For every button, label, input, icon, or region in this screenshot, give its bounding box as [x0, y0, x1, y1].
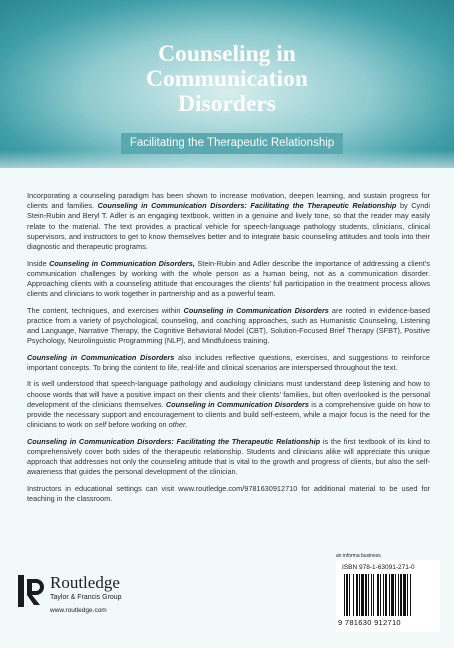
barcode-digits: 9 781630 912710 — [338, 618, 401, 627]
paragraph-text-run: Stein-Rubin and Adler describe the importance of addressing a client’s communication challenges by working with the whole person as a human being, not as a communication disorder. Approaching clients with a counseling attitude that encourages the clients’ full participation in the treatment process allows clients and clinicians to work together in partnership and as a powerful team. — [27, 258, 430, 299]
body-paragraph — [27, 306, 430, 347]
isbn-label: ISBN 978-1-63091-271-0 — [342, 564, 415, 571]
paragraph-text-run: are rooted in evidence-based practice from a variety of psychological, counseling, and coaching approaches, such as Humanistic Counseling, Listening and Language, Narrative Therapy, the Cognitive Behavioral Model (CBT), Solution-Focused Brief Therapy (SFBT), Positive Psychology, Neurolinguistic Programming (NLP), and Mindfulness training. — [27, 305, 431, 346]
paragraph-text-run: It is well understood that speech-language pathology and audiology clinicians must understand deep listening and how to choose words that will have a positive impact on their clients and their clients’ families, but often overlooked is the personal development of the clinicians themselves. — [27, 379, 430, 409]
publisher-group: Taylor & Francis Group — [50, 594, 122, 601]
paragraph-text-run: Incorporating a counseling paradigm has been shown to increase motivation, deepen learning, and sustain progress for clients and families. — [27, 191, 430, 211]
title-line-3: Disorders — [178, 91, 276, 117]
isbn-barcode — [336, 560, 440, 632]
body-paragraph — [27, 379, 430, 430]
header-fade — [0, 150, 454, 180]
paragraph-text-run: Instructors in educational settings can visit www.routledge.com/9781630912710 for additional material to be used for teaching in the classroom. — [27, 483, 430, 504]
paragraph-text-run: Counseling in Communication Disorders — [27, 352, 175, 362]
body-paragraph — [27, 259, 430, 300]
book-title — [0, 42, 454, 117]
barcode-icon — [342, 574, 434, 618]
paragraph-text-run: The content, techniques, and exercises within — [27, 305, 184, 315]
description-body — [27, 191, 430, 511]
publisher-name: Routledge — [50, 573, 120, 592]
publisher-url: www.routledge.com — [50, 607, 107, 614]
paragraph-text-run: before working on — [106, 420, 169, 430]
title-line-1: Counseling in — [158, 41, 296, 67]
book-subtitle: Facilitating the Therapeutic Relationship — [121, 133, 343, 154]
paragraph-text-run: is the first textbook of its kind to comprehensively cover both sides of the therapeutic relationship. Students and clinicians alike will appreciate this unique approach that addresses not only the counseling attitude that is vital to the growth and progress of clients, but also the self-awareness that guides the personal development of the clinician. — [27, 436, 430, 477]
routledge-logo-icon — [16, 575, 48, 607]
paragraph-text-run: Counseling in Communication Disorders: Facilitating the Therapeutic Relationship — [97, 201, 397, 211]
paragraph-text-run: Counseling in Communication Disorders, — [49, 258, 195, 268]
body-paragraph — [27, 353, 430, 373]
body-paragraph — [27, 437, 430, 478]
paragraph-text-run: self — [94, 420, 107, 430]
paragraph-text-run: is a comprehensive guide on how to provide the necessary support and encouragement to clients and build self-esteem, while a major focus is the need for the clinicians to work on — [27, 399, 430, 430]
paragraph-text-run: other. — [168, 420, 188, 430]
body-paragraph — [27, 484, 430, 504]
paragraph-text-run: Inside — [27, 258, 50, 268]
publisher-logo — [16, 570, 216, 630]
paragraph-text-run: Counseling in Communication Disorders: Facilitating the Therapeutic Relationship — [27, 436, 321, 446]
paragraph-text-run: by Cyndi Stein-Rubin and Beryl T. Adler is an engaging textbook, written in a genuine and lively tone, so that the reader may easily relate to the material. The text provides a practical vehicle for speech-language pathology students, clinicians, clinical supervisors, and instructors to get to know themselves better and to integrate basic counseling attitudes and tools into their diagnostic and therapeutic programs. — [27, 201, 430, 252]
informa-business-label: an informa business — [336, 553, 381, 559]
title-line-2: Communication — [146, 66, 308, 92]
paragraph-text-run: Counseling in Communication Disorders — [165, 399, 310, 409]
body-paragraph — [27, 191, 430, 252]
paragraph-text-run: Counseling in Communication Disorders — [183, 305, 329, 315]
paragraph-text-run: also includes reflective questions, exercises, and suggestions to reinforce important concepts. To bring the content to life, real-life and clinical scenarios are interspersed throughout the text. — [27, 352, 430, 372]
